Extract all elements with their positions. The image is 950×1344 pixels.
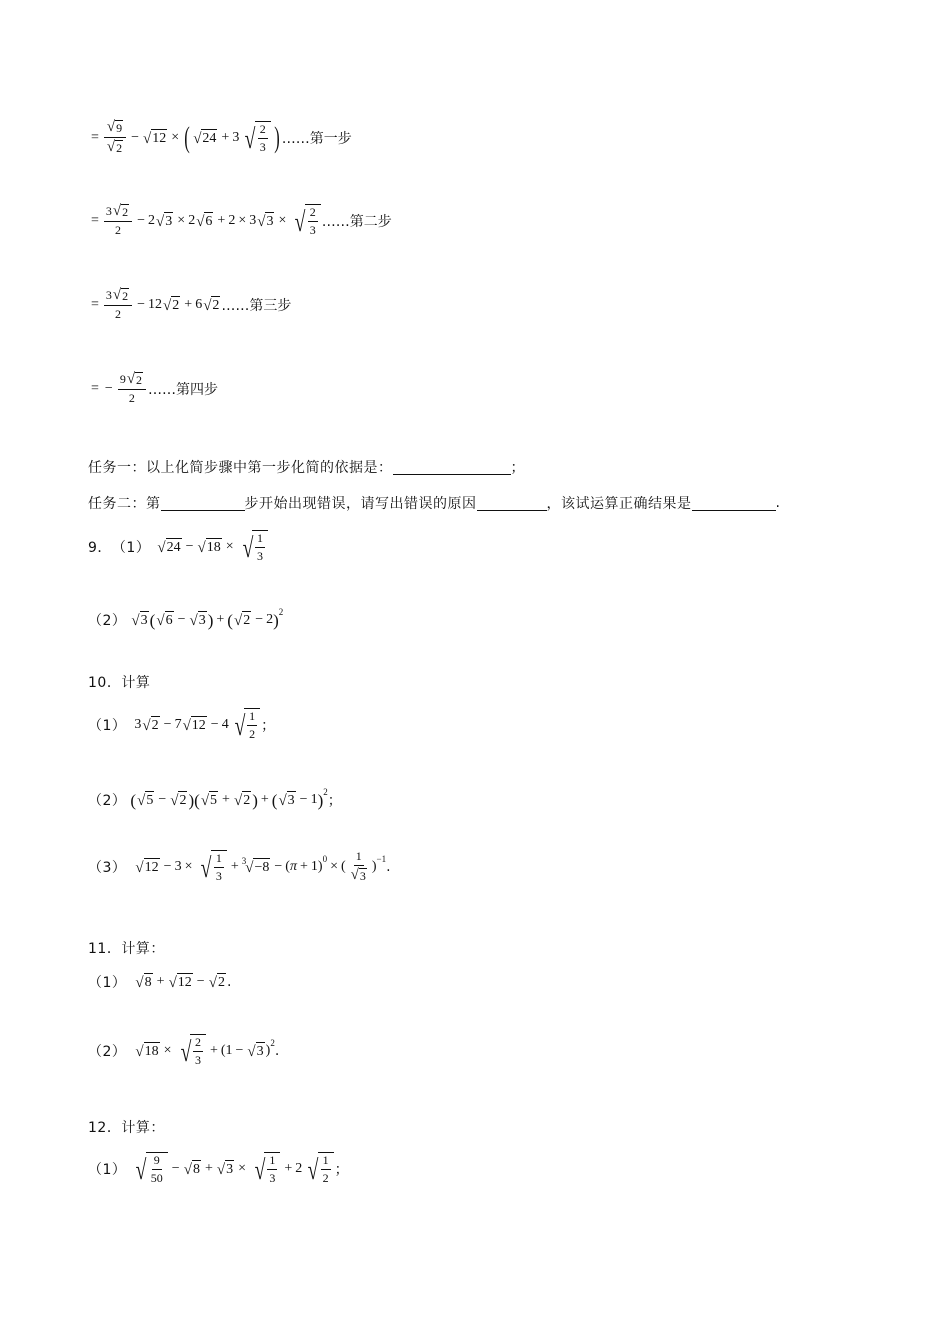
- q9-part1-label: （1）: [111, 539, 151, 556]
- step2-label: ……第二步: [321, 213, 392, 230]
- q10-part3-label: （3）: [88, 859, 127, 876]
- q10-part3-expression: √ 12 − 3 × √ $\frac{1}{3}$ + $^3$ √ −8 − ( π + 1) $^0$ × ( 1 √ 3 ) $^{-1}$: [135, 849, 387, 884]
- task2-text-a: 任务二：第: [88, 496, 161, 512]
- task1-line: [88, 457, 525, 477]
- q10-part1-expression: 3 √ 2 − 7 √ 12 − 4 √ $\frac{1}{2}$: [134, 708, 261, 741]
- q11-title-line: [88, 938, 165, 958]
- task1-text: 任务一：以上化简步骤中第一步化简的依据是：: [88, 460, 393, 476]
- task2-blank-result[interactable]: [692, 496, 776, 511]
- step2-line: [88, 204, 392, 237]
- q10-part1-label: （1）: [88, 717, 127, 734]
- q9-part2-expression: √ 3 ( √ 6 − √ 3 ) + ( √ 2 − 2 ) $^2$: [131, 607, 284, 630]
- step3-expression: = 3 √ 2 2 − 12 √ 2 + 6 √ 2: [91, 287, 220, 321]
- step1-line: [88, 120, 352, 155]
- step4-line: [88, 372, 218, 405]
- q10-part2-line: [88, 787, 343, 810]
- step2-expression: = 3 √ 2 2 − 2 √ 3 × 2 √ 6 + 2 × 3 √ 3 × √ $\frac{2}{3}$: [88, 204, 322, 237]
- q11-part1-line: [88, 972, 232, 992]
- q10-part2-label: （2）: [88, 793, 127, 809]
- q10-part1-line: [88, 708, 276, 741]
- q11-part2-line: [88, 1034, 280, 1067]
- step3-label: ……第三步: [221, 297, 292, 314]
- q11-part1-end: .: [226, 974, 232, 990]
- step1-label: ……第一步: [281, 130, 352, 147]
- q11-part1-label: （1）: [88, 975, 127, 991]
- q9-part1-line: [88, 530, 269, 563]
- step4-expression: = − 9 √ 2 2: [88, 372, 148, 405]
- q12-part1-line: [88, 1152, 349, 1185]
- q10-part1-end: ；: [261, 717, 276, 734]
- q12-title-line: [88, 1117, 165, 1137]
- task1-blank[interactable]: [393, 460, 511, 475]
- q10-title: 10．计算: [88, 675, 151, 691]
- task1-end: ；: [510, 460, 525, 476]
- task2-text-b: 步开始出现错误，请写出错误的原因: [244, 496, 477, 512]
- q10-part2-expression: ( √ 5 − √ 2 ) ( √ 5 + √ 2 ) + ( √ 3 − 1 ) $^2$: [130, 787, 328, 810]
- task2-line: [88, 493, 780, 513]
- step1-expression: = √ 9 √ 2 − √ 12 × ( √ 24 + 3 √ $\frac{2}{3}$ ): [91, 119, 280, 155]
- q10-part3-end: .: [386, 858, 392, 875]
- q10-part2-end: ；: [327, 793, 343, 809]
- step3-line: [88, 288, 291, 321]
- q11-part2-label: （2）: [88, 1043, 127, 1060]
- q12-part1-label: （1）: [88, 1161, 127, 1178]
- q10-title-line: [88, 672, 150, 692]
- task2-end: .: [775, 495, 781, 511]
- step4-label: ……第四步: [148, 381, 219, 398]
- task2-text-c: ，该试运算正确结果是: [546, 496, 692, 512]
- q10-part3-line: [88, 850, 391, 883]
- q11-part2-end: .: [274, 1042, 280, 1059]
- q9-part1-expression: √ 24 − √ 18 × √ $\frac{1}{3}$: [156, 530, 269, 563]
- q12-part1-end: ；: [334, 1161, 350, 1178]
- q11-title: 11．计算：: [88, 941, 165, 957]
- q12-title: 12．计算：: [88, 1120, 165, 1136]
- q9-part2-label: （2）: [88, 613, 127, 629]
- q9-part2-line: [88, 607, 284, 630]
- q9-number: 9．: [88, 539, 112, 556]
- q11-part1-expression: √ 8 + √ 12 − √ 2: [135, 974, 225, 991]
- q12-part1-expression: √ $\frac{9}{50}$ − √ 8 + √ 3 × √ $\frac{1}{3}$ + 2 √ $\frac{1}{2}$: [130, 1152, 334, 1185]
- task2-blank-step[interactable]: [161, 496, 245, 511]
- q11-part2-expression: √ 18 × √ $\frac{2}{3}$ + (1 − √ 3 ) $^2$: [135, 1035, 275, 1068]
- task2-blank-reason[interactable]: [477, 496, 547, 511]
